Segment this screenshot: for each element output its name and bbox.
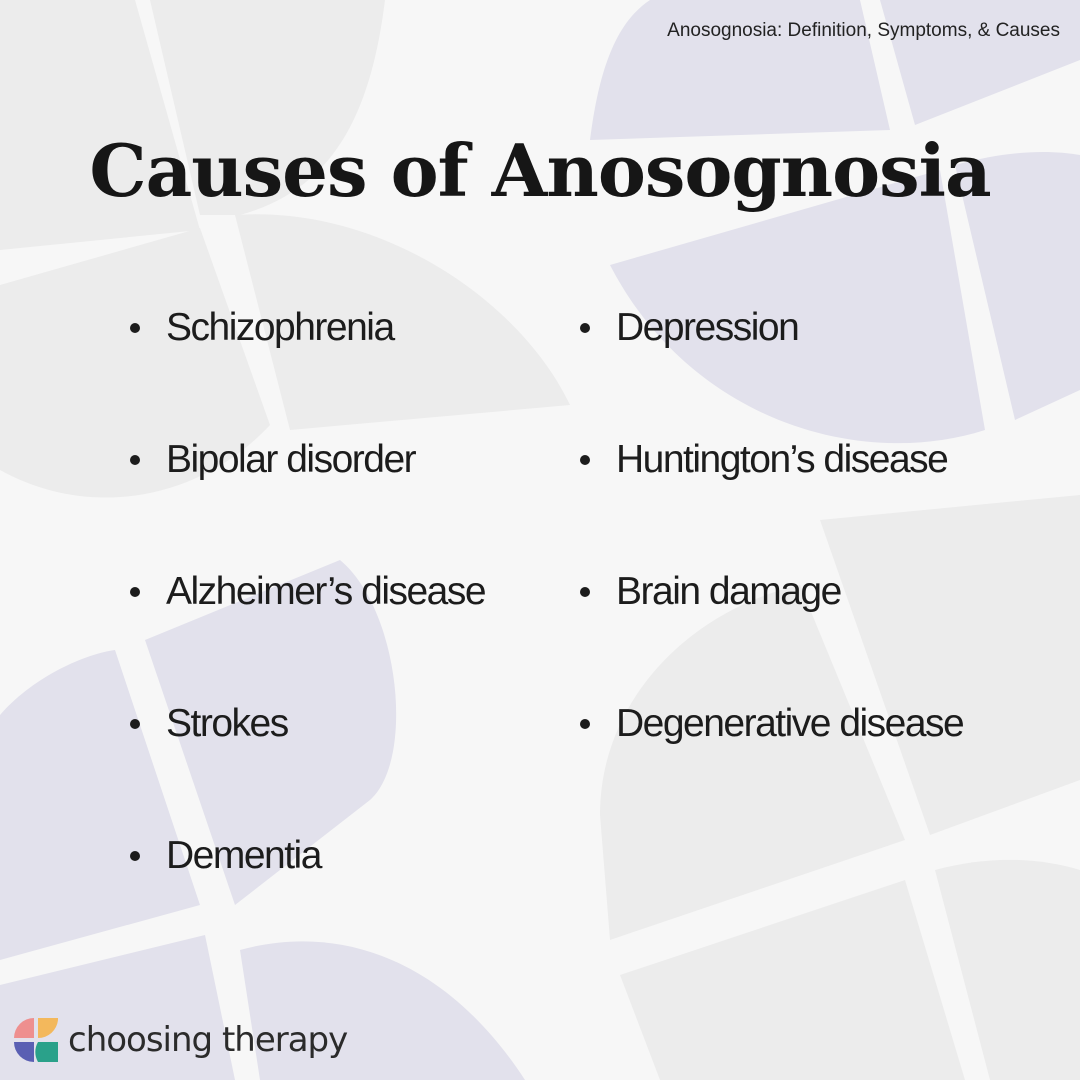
cause-label: Strokes: [166, 702, 288, 745]
cause-label: Schizophrenia: [166, 306, 394, 349]
brand-name: choosing therapy: [68, 1020, 348, 1060]
cause-label: Depression: [616, 306, 799, 349]
article-title: Anosognosia: Definition, Symptoms, & Causes: [667, 20, 1060, 41]
bullet-icon: [130, 587, 140, 597]
brand: [12, 1016, 347, 1064]
bullet-icon: [130, 455, 140, 465]
cause-label: Brain damage: [616, 570, 841, 613]
list-item: [580, 696, 1030, 828]
list-item: [130, 432, 580, 564]
list-item: [130, 300, 580, 432]
list-item: [580, 564, 1030, 696]
list-item: [130, 828, 580, 960]
cause-label: Bipolar disorder: [166, 438, 416, 481]
bullet-icon: [580, 587, 590, 597]
bullet-icon: [580, 323, 590, 333]
cause-label: Dementia: [166, 834, 321, 877]
bullet-icon: [580, 719, 590, 729]
cause-label: Huntington’s disease: [616, 438, 948, 481]
causes-list: [130, 300, 1030, 920]
list-item: [580, 432, 1030, 564]
bullet-icon: [580, 455, 590, 465]
list-item: [130, 696, 580, 828]
bullet-icon: [130, 323, 140, 333]
bullet-icon: [130, 719, 140, 729]
cause-label: Degenerative disease: [616, 702, 964, 745]
page-title: Causes of Anosognosia: [89, 128, 991, 213]
list-item: [580, 300, 1030, 432]
choosing-therapy-logo-icon: [12, 1016, 60, 1064]
bullet-icon: [130, 851, 140, 861]
list-item: [130, 564, 580, 696]
cause-label: Alzheimer’s disease: [166, 570, 486, 613]
